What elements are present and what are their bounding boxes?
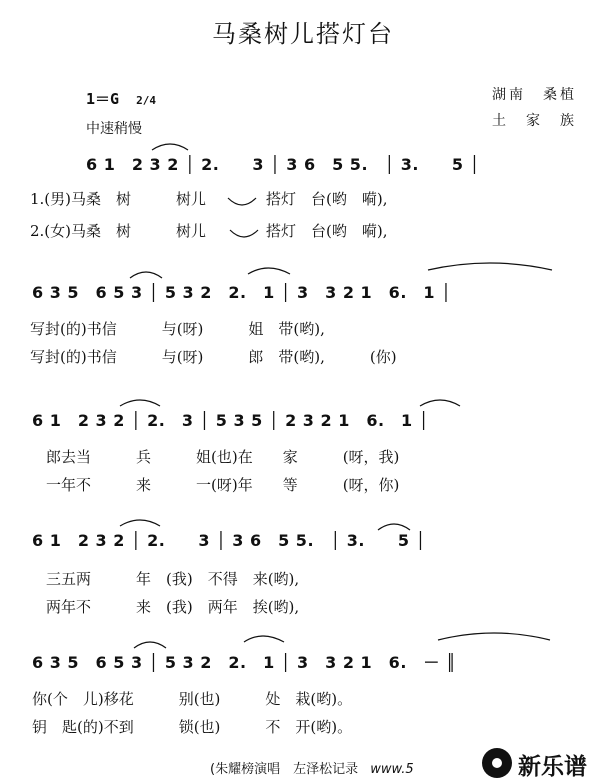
notation-line-5: 6 3 5 6 5 3 │ 5 3 2 2. 1 │ 3 3 2 1 6. － ║ [32,653,457,672]
lyric-line-4a: 三五两 年 (我) 不得 来(哟), [46,570,300,588]
notation-line-4: 6 1 2 3 2 │ 2. 3 │ 3 6 5 5. │ 3. 5 │ [32,531,426,550]
key-signature [86,88,156,109]
notation-line-3: 6 1 2 3 2 │ 2. 3 │ 5 3 5 │ 2 3 2 1 6. 1 │ [32,411,429,430]
lyric-line-3a: 郎去当 兵 姐(也)在 家 (呀，我) [46,448,400,466]
vinyl-record-icon [482,748,512,778]
lyric-line-2a: 写封(的)书信 与(呀) 姐 带(哟), [30,320,325,338]
lyric-line-1b: 2.(女)马桑 树 树儿 搭灯 台(哟 嗬), [30,222,388,240]
site-logo [474,742,606,784]
origin-ethnicity: 土 家 族 [492,113,577,129]
logo-text: 新乐谱 [518,754,587,780]
tempo-marking: 中速稍慢 [86,121,142,137]
lyric-line-1a: 1.(男)马桑 树 树儿 搭灯 台(哟 嗬), [30,190,388,208]
lyric-line-5a: 你(个 儿)移花 别(也) 处 栽(哟)。 [32,690,353,708]
notation-line-1: 6 1 2 3 2 │ 2. 3 │ 3 6 5 5. │ 3. 5 │ [86,155,480,174]
site-url: www.5 [370,762,414,777]
lyric-line-2b: 写封(的)书信 与(呀) 郎 带(哟), (你) [30,348,397,366]
time-signature: 2/4 [136,94,156,107]
lyric-line-5b: 钥 匙(的)不到 锁(也) 不 开(哟)。 [32,718,353,736]
lyric-line-3b: 一年不 来 一(呀)年 等 (呀，你) [46,476,400,494]
origin-region: 湖南 桑植 [492,87,577,103]
notation-line-2: 6 3 5 6 5 3 │ 5 3 2 2. 1 │ 3 3 2 1 6. 1 │ [32,283,452,302]
key-text: 1＝G [86,90,120,108]
lyric-line-4b: 两年不 来 (我) 两年 挨(哟), [46,598,300,616]
footer-credit [210,758,414,777]
credit-text: (朱耀榜演唱 左泽松记录 [210,762,359,777]
song-title: 马桑树儿搭灯台 [212,20,394,48]
